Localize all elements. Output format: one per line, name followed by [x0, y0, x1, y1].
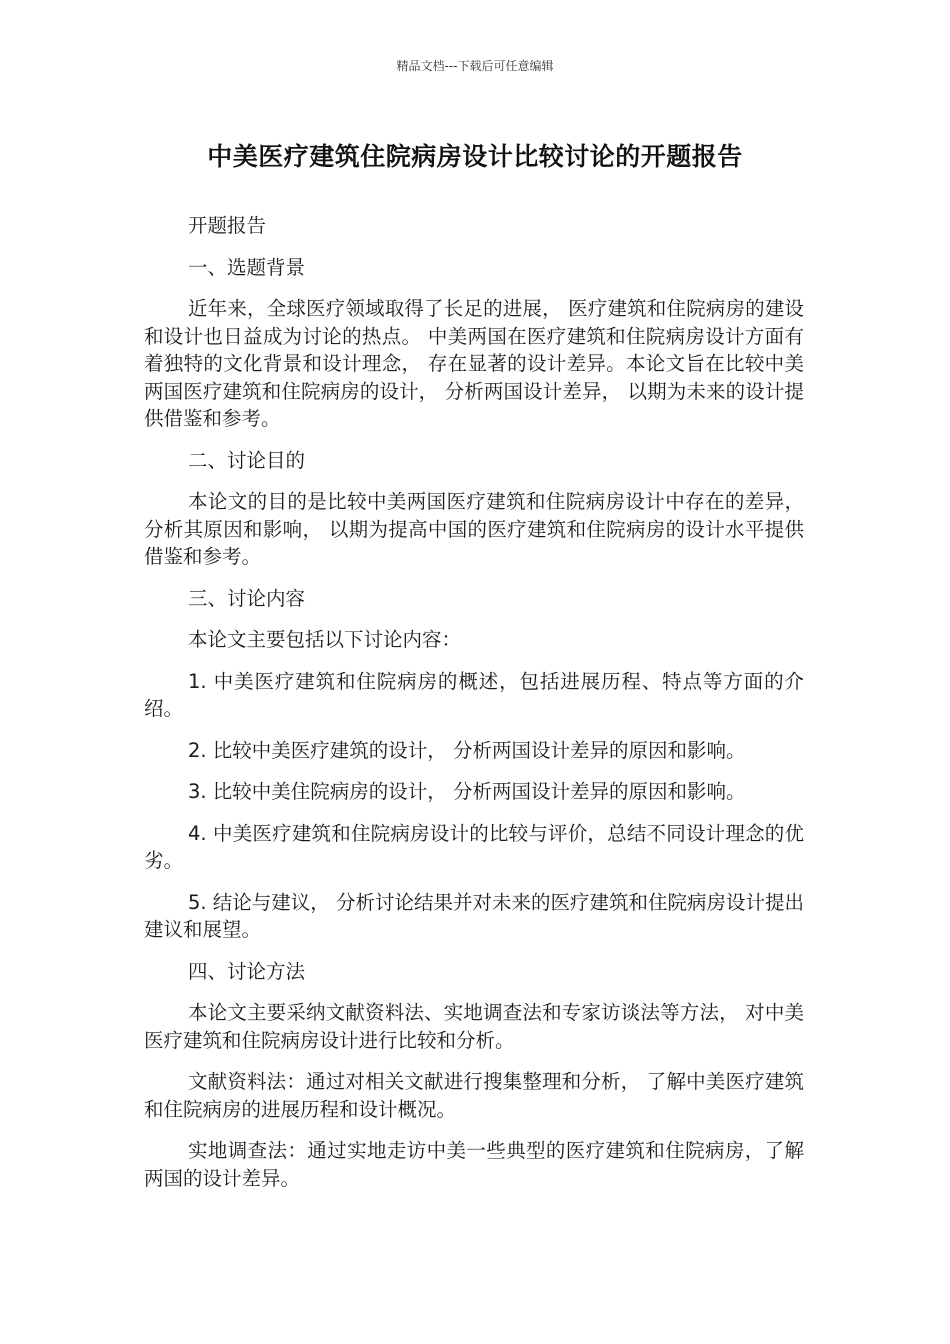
document-body: [144, 212, 804, 1206]
list-item-content-5: 5. 结论与建议， 分析讨论结果并对未来的医疗建筑和住院病房设计提出建议和展望。: [144, 890, 805, 941]
document-title: 中美医疗建筑住院病房设计比较讨论的开题报告: [207, 142, 743, 171]
section-heading-content: 三、讨论内容: [188, 586, 306, 610]
list-item-content-4: 4. 中美医疗建筑和住院病房设计的比较与评价，总结不同设计理念的优劣。: [144, 821, 804, 872]
paragraph-method-literature: 文献资料法：通过对相关文献进行搜集整理和分析， 了解中美医疗建筑和住院病房的进展历程和设计概况。: [144, 1070, 804, 1121]
paragraph-method-fieldwork: 实地调查法：通过实地走访中美一些典型的医疗建筑和住院病房，了解两国的设计差异。: [144, 1139, 804, 1190]
section-heading-purpose: 二、讨论目的: [188, 448, 306, 472]
paragraph-content-intro: 本论文主要包括以下讨论内容：: [188, 628, 462, 651]
header-note: 精品文档---下载后可任意编辑: [396, 59, 554, 73]
section-heading-background: 一、选题背景: [188, 255, 306, 279]
section-heading-method: 四、讨论方法: [188, 959, 306, 983]
paragraph-background: 近年来，全球医疗领域取得了长足的进展， 医疗建筑和住院病房的建设和设计也日益成为讨论的热点。 中美两国在医疗建筑和住院病房设计方面有着独特的文化背景和设计理念， 存在显著的设计差异。本论文旨在比较中美两国医疗建筑和住院病房的设计， 分析两国设计差异， 以期为未来的设计提供借鉴和参考。: [144, 297, 804, 430]
list-item-content-3: 3. 比较中美住院病房的设计， 分析两国设计差异的原因和影响。: [188, 780, 746, 803]
list-item-content-2: 2. 比较中美医疗建筑的设计， 分析两国设计差异的原因和影响。: [188, 738, 746, 762]
paragraph-method-intro: 本论文主要采纳文献资料法、实地调查法和专家访谈法等方法， 对中美医疗建筑和住院病房设计进行比较和分析。: [144, 1001, 804, 1052]
paragraph-report-label: 开题报告: [188, 214, 267, 237]
paragraph-purpose: 本论文的目的是比较中美两国医疗建筑和住院病房设计中存在的差异， 分析其原因和影响， 以期为提高中国的医疗建筑和住院病房的设计水平提供借鉴和参考。: [144, 490, 804, 568]
list-item-content-1: 1. 中美医疗建筑和住院病房的概述，包括进展历程、特点等方面的介绍。: [144, 669, 804, 720]
